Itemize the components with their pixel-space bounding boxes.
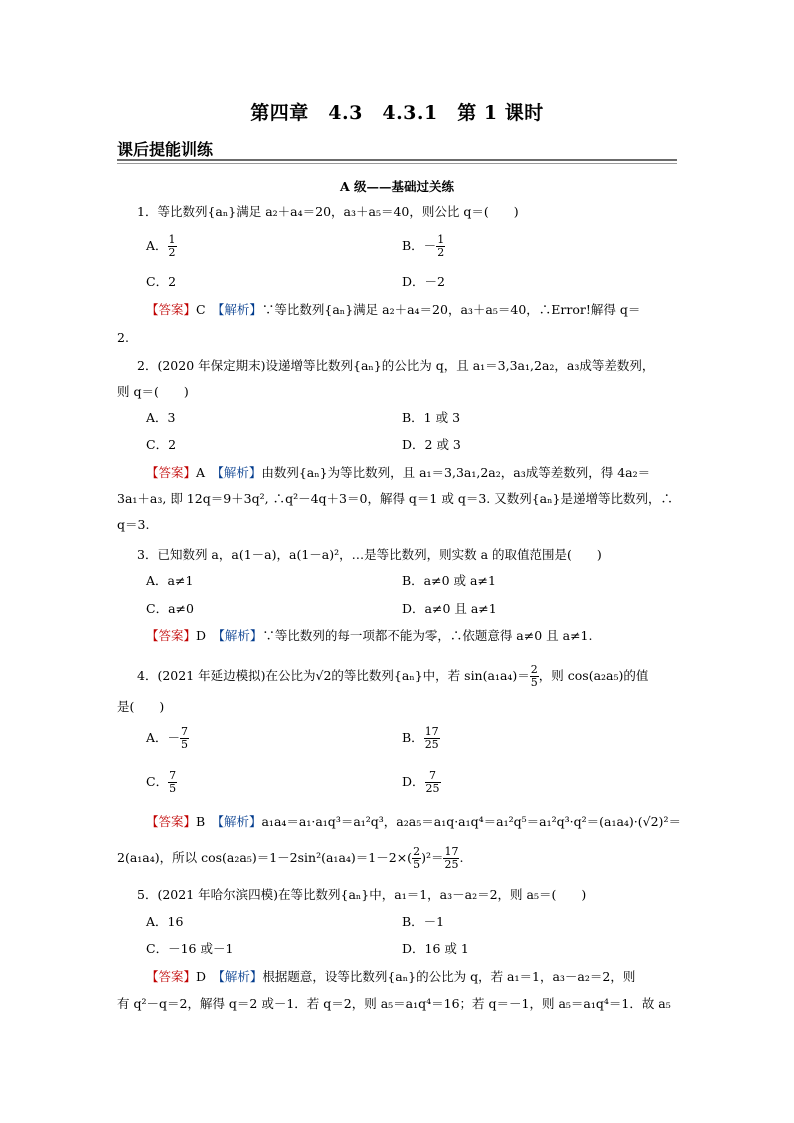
q4-stem-fraction [530,664,539,689]
jiexi-text: ∵等比数列{aₙ}满足 a₂＋a₄＝20，a₃＋a₅＝40，∴Error!解得 q＝ [261,302,641,317]
q4-option-b-prefix: B． [402,730,424,745]
frac-denominator: 25 [444,858,459,871]
q1-option-c: C．2 [146,274,177,289]
q5-option-a: A．16 [146,914,184,929]
frac-numerator: 1 [437,233,445,246]
frac-denominator: 25 [425,782,440,795]
q3-option-d: D．a≠0 且 a≠1 [402,601,497,616]
frac-numerator: 2 [413,845,421,858]
q2-stem-line2: 则 q＝( ) [117,384,189,399]
q4-stem-tail: ，则 cos(a₂a₅)的值 [538,668,649,683]
frac-denominator: 5 [181,738,189,751]
q4-option-a-fraction [180,726,189,751]
q4-jiexi-line2: 2(a₁a₄)，所以 cos(a₂a₅)＝1－2sin²(a₁a₄)＝1－2×( $\frac{2}{5}$ )²＝ $\frac{17}{25}$ . [117,845,464,871]
jiexi-text: . [459,850,464,865]
q1-option-b [402,234,445,259]
answer-value: A [196,465,206,480]
answer-value: C [196,302,206,317]
frac-denominator: 5 [169,782,177,795]
jiexi-text: ∵等比数列的每一项都不能为零，∴依题意得 a≠0 且 a≠1. [262,628,593,643]
q4-stem-line2: 是( ) [117,699,165,714]
q4-stem-line1 [137,664,648,689]
jiexi-text: 根据题意，设等比数列{aₙ}的公比为 q，若 a₁＝1，a₃－a₂＝2，则 [262,969,636,984]
section-heading: 课后提能训练 [117,140,214,159]
q5-option-b: B．－1 [402,914,445,929]
frac-numerator: 1 [168,233,176,246]
answer-tag: 【答案】 [146,628,197,643]
q2-stem-line1: 2．(2020 年保定期末)设递增等比数列{aₙ}的公比为 q，且 a₁＝3,3a₁,2a₂，a₃成等差数列， [137,358,655,373]
q1-answer-line [146,302,640,318]
answer-value: D [196,969,207,984]
page-title: 第四章 4.3 4.3.1 第 1 课时 [250,102,544,124]
q4-jiexi-fraction-1 [412,846,421,871]
jiexi-tag: 【解析】 [218,302,262,317]
q1-option-b-prefix: B．－ [402,238,437,253]
q4-option-c [146,770,177,795]
answer-tag: 【答案】 [146,814,197,829]
q1-option-a [146,234,177,259]
jiexi-text: 2(a₁a₄)，所以 cos(a₂a₅)＝1－2sin²(a₁a₄)＝1－2× [117,850,408,865]
answer-tag: 【答案】 [146,302,197,317]
q2-option-a: A．3 [146,410,176,425]
q4-option-a-prefix: A．－ [146,730,181,745]
frac-numerator: 17 [444,845,459,858]
jiexi-tag: 【解析】 [217,814,262,829]
q2-jiexi-line3: q＝3. [117,517,150,532]
q4-option-c-prefix: C． [146,774,169,789]
q2-answer-line [146,465,650,481]
q2-option-b: B．1 或 3 [402,410,461,425]
q4-option-d-prefix: D． [402,774,425,789]
q2-option-d: D．2 或 3 [402,437,461,452]
q4-jiexi-fraction-2 [443,846,459,871]
jiexi-text: ²＝ [425,850,444,865]
q4-option-b-fraction [424,726,440,751]
answer-value: D [196,628,207,643]
q5-option-d: D．16 或 1 [402,941,469,956]
q3-answer-line [146,628,592,644]
jiexi-text: a₁a₄＝a₁·a₁q³＝a₁²q³，a₂a₅＝a₁q·a₁q⁴＝a₁²q⁵＝a₁²q³·q²＝(a₁a₄)·(√2)²＝ [261,814,681,829]
q4-option-c-fraction [168,770,177,795]
q1-stem: 1．等比数列{aₙ}满足 a₂＋a₄＝20，a₃＋a₅＝40，则公比 q＝( ) [137,204,519,219]
answer-tag: 【答案】 [146,465,197,480]
q2-jiexi-line2: 3a₁＋a₃, 即 12q＝9＋3q², ∴q²－4q＋3＝0，解得 q＝1 或 q＝3. 又数列{aₙ}是递增等比数列，∴ [117,491,673,506]
q1-option-a-fraction [168,234,177,259]
q2-option-c: C．2 [146,437,177,452]
frac-numerator: 7 [425,770,441,783]
q3-option-c: C．a≠0 [146,601,194,616]
q4-option-b [402,726,440,751]
q4-stem-text: 4．(2021 年延边模拟)在公比为√2的等比数列{aₙ}中，若 sin(a₁a₄)＝ [137,668,530,683]
jiexi-tag: 【解析】 [217,465,262,480]
jiexi-tag: 【解析】 [218,969,263,984]
frac-numerator: 17 [424,725,439,738]
q5-jiexi-line2: 有 q²－q＝2，解得 q＝2 或－1．若 q＝2，则 a₅＝a₁q⁴＝16；若 q＝－1，则 a₅＝a₁q⁴＝1．故 a₅ [117,996,671,1011]
answer-value: B [196,814,206,829]
frac-numerator: 7 [181,725,189,738]
level-heading: A 级——基础过关练 [339,179,455,194]
frac-numerator: 2 [530,663,538,676]
jiexi-tag: 【解析】 [218,628,263,643]
q5-option-c: C．－16 或－1 [146,941,234,956]
frac-denominator: 5 [530,676,538,689]
q5-stem: 5．(2021 年哈尔滨四模)在等比数列{aₙ}中，a₁＝1，a₃－a₂＝2，则 a₅＝( ) [137,887,587,902]
frac-denominator: 2 [168,246,176,259]
q1-option-d: D．－2 [402,274,445,289]
q4-option-d [402,770,441,795]
divider-thin [117,163,677,164]
q3-stem: 3．已知数列 a，a(1－a)，a(1－a)²，…是等比数列，则实数 a 的取值范围是( ) [137,547,602,562]
q4-option-d-fraction [425,770,441,795]
frac-numerator: 7 [169,769,177,782]
q3-option-a: A．a≠1 [146,573,194,588]
frac-denominator: 5 [413,858,421,871]
q4-answer-line [146,814,681,830]
answer-tag: 【答案】 [146,969,197,984]
frac-denominator: 2 [437,246,445,259]
q5-answer-line [146,969,635,985]
q1-option-a-prefix: A． [146,238,168,253]
q1-option-b-fraction [436,234,445,259]
jiexi-text: 由数列{aₙ}为等比数列，且 a₁＝3,3a₁,2a₂，a₃成等差数列，得 4a₂＝ [261,465,651,480]
q1-jiexi-line2: 2. [117,330,129,345]
q4-option-a [146,726,189,751]
q3-option-b: B．a≠0 或 a≠1 [402,573,496,588]
divider [117,159,677,161]
frac-denominator: 25 [424,738,439,751]
